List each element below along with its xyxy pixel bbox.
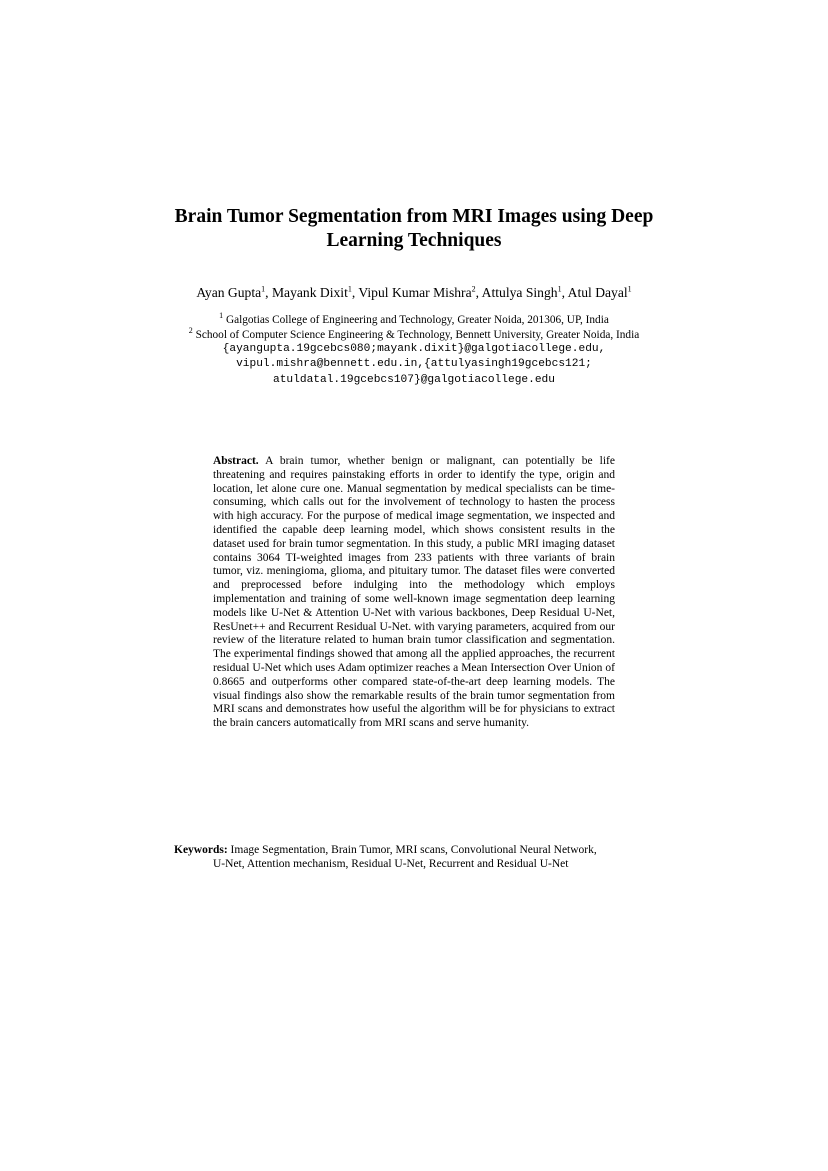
email-line: vipul.mishra@bennett.edu.in,{attulyasingh19gcebcs121; bbox=[236, 358, 592, 371]
affiliation-1: $^1$ Galgotias College of Engineering and Technology, Greater Noida, 201306, UP, India bbox=[219, 311, 609, 326]
keywords-line-1: Image Segmentation, Brain Tumor, MRI scans, Convolutional Neural Network, bbox=[230, 844, 597, 856]
author: Vipul Kumar Mishra$^2$, bbox=[358, 284, 482, 300]
email-line: atuldatal.19gcebcs107}@galgotiacollege.edu bbox=[273, 373, 555, 386]
paper-title: Brain Tumor Segmentation from MRI Images using Deep Learning Techniques bbox=[174, 206, 654, 251]
author: Attulya Singh$^1$, bbox=[481, 284, 568, 300]
email-line: {ayangupta.19gcebcs080;mayank.dixit}@galgotiacollege.edu, bbox=[222, 343, 606, 355]
author: Ayan Gupta$^1$, bbox=[196, 284, 272, 300]
affiliation-2: $^2$ School of Computer Science Engineering & Technology, Bennett University, Greater Noida, India bbox=[188, 325, 640, 341]
author: Mayank Dixit$^1$, bbox=[271, 284, 359, 300]
keywords-line-2: U-Net, Attention mechanism, Residual U-Net, Recurrent and Residual U-Net bbox=[213, 858, 569, 870]
keywords bbox=[174, 843, 644, 871]
keywords-label: Keywords: bbox=[174, 844, 228, 856]
affiliation-block bbox=[150, 313, 678, 388]
abstract-label: Abstract. bbox=[213, 455, 259, 467]
author-list bbox=[120, 284, 708, 302]
abstract bbox=[213, 455, 615, 731]
abstract-text: A brain tumor, whether benign or malignant, can potentially be life threatening and requires painstaking efforts in order to identify the type, origin and location, let alone cure one. Manual segmentation by medical specialists can be time-consuming, which calls out for the involvement of technology to hasten the process with high accuracy. For the purpose of medical image segmentation, we inspected and identified the capable deep learning model, which shows consistent results in the dataset used for brain tumor segmentation. In this study, a public MRI imaging dataset contains 3064 TI-weighted images from 233 patients with three variants of brain tumor, viz. meningioma, glioma, and pituitary tumor. The dataset files were converted and preprocessed before indulging into the methodology which employs implementation and training of some well-known image segmentation deep learning models like U-Net & Attention U-Net with various backbones, Deep Residual U-Net, ResUnet++ and Recurrent Residual U-Net. with varying parameters, acquired from our review of the literature related to human brain tumor classification and segmentation. The experimental findings showed that among all the applied approaches, the recurrent residual U-Net which uses Adam optimizer reaches a Mean Intersection Over Union of 0.8665 and outperforms other compared state-of-the-art deep learning models. The visual findings also show the remarkable results of the brain tumor segmentation from MRI scans and demonstrates how useful the algorithm will be for physicians to extract the brain cancers automatically from MRI scans and serve humanity. bbox=[213, 455, 615, 730]
author: Atul Dayal$^1$ bbox=[567, 284, 632, 300]
